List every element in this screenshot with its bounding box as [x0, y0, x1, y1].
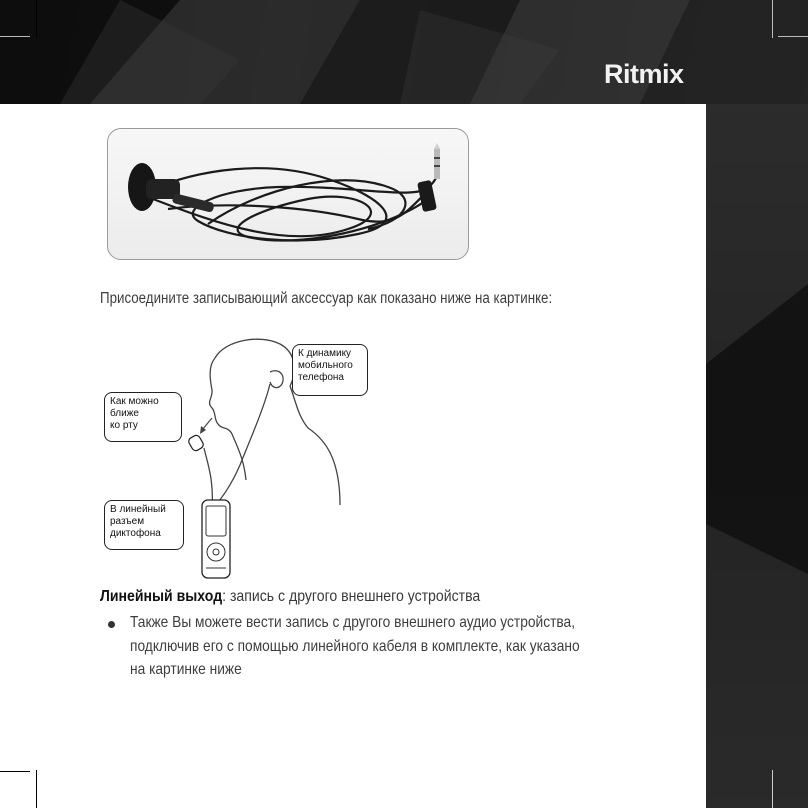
instruction-text: Присоедините записывающий аксессуар как показано ниже на картинке:	[100, 290, 553, 307]
earphone-mic-image	[108, 129, 468, 259]
callout-line: диктофона	[110, 528, 161, 539]
heading-rest: : запись с другого внешнего устройства	[222, 588, 481, 605]
callout-line: К динамику	[298, 348, 352, 359]
callout-line: В линейный	[110, 504, 166, 515]
crop-mark	[0, 771, 30, 772]
crop-mark	[36, 0, 37, 38]
usage-diagram	[100, 330, 400, 580]
accessory-photo	[107, 128, 469, 260]
crop-mark	[36, 770, 37, 808]
crop-mark	[0, 36, 30, 37]
bullet-line: на картинке ниже	[130, 661, 242, 678]
bullet-line: Также Вы можете вести запись с другого внешнего аудио устройства,	[130, 614, 576, 631]
brand-logo	[604, 57, 714, 91]
side-band	[706, 104, 808, 808]
side-facets	[706, 104, 808, 808]
section-heading	[100, 588, 480, 606]
callout-line: разъем	[110, 516, 145, 527]
callout-line: Как можно	[110, 396, 159, 407]
crop-mark	[772, 770, 773, 808]
callout-line: ближе	[110, 408, 139, 419]
callout-line: мобильного	[298, 360, 353, 371]
bullet-dot	[108, 621, 115, 628]
callout-line: ко рту	[110, 420, 138, 431]
callout-ear	[292, 344, 368, 396]
logo-text: Ritmix	[604, 58, 684, 89]
bullet-paragraph	[130, 611, 680, 682]
crop-mark	[778, 36, 808, 37]
heading-bold: Линейный выход	[100, 588, 223, 605]
callout-recorder	[104, 500, 184, 550]
callout-mouth	[104, 392, 182, 442]
callout-line: телефона	[298, 372, 344, 383]
bullet-line: подключив его с помощью линейного кабеля в комплекте, как указано	[130, 637, 580, 655]
crop-mark	[772, 0, 773, 38]
